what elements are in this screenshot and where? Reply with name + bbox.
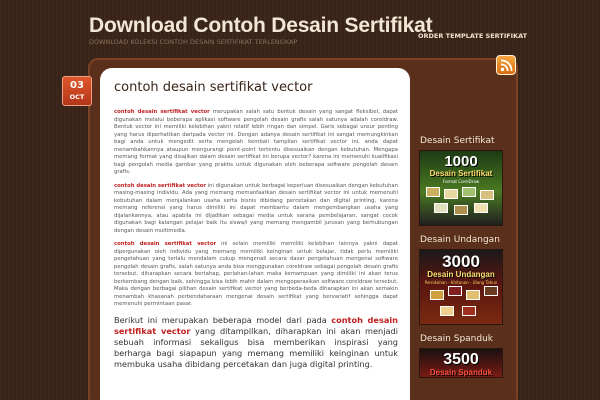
- widget-desain-sertifikat: [418, 133, 504, 226]
- keyword-link[interactable]: contoh desain sertifikat vector: [114, 314, 398, 336]
- rss-icon[interactable]: [496, 55, 516, 75]
- thumbnail: [430, 290, 444, 300]
- keyword-link[interactable]: contoh desain sertifikat vector: [114, 241, 217, 247]
- post-paragraph-2: contoh desain sertifikat vector ini digunakan untuk berbagai keperluan disesuaikan dengan kebutuhan masing-masing individu. Ada yang memang memanfaatkan desain sertifikat vector ini untuk memenuhi kebutuhan dalam menjalankan usaha serta bisnis dibidang percetakan dan digital printing, karena memang referensi yang harus dimiliki ini dapat membantu dalam mengembangkan usaha yang dijalankannya, atau apabila ini dijadikan sebagai media untuk sarana pembelajaran, sangat cocok digunakan bagi kalangan pelajar baik itu siswa/i yang memang mengambil jurusan yang berhubungan dengan desain multimedia.: [114, 182, 398, 234]
- banner-desain-sertifikat[interactable]: [419, 150, 503, 226]
- post-content: [100, 68, 410, 400]
- widget-title: Desain Spanduk: [420, 334, 494, 344]
- banner-note: Format CorelDraw: [442, 179, 480, 184]
- thumbnail: [444, 189, 458, 199]
- thumbnail: [474, 203, 488, 213]
- date-month: OCT: [69, 93, 85, 101]
- date-badge: [62, 76, 92, 106]
- thumbnail: [462, 306, 476, 316]
- widget-desain-spanduk: [418, 331, 504, 378]
- site-description: DOWNLOAD KOLEKSI CONTOH DESAIN SERTIFIKAT TERLENGKAP: [89, 38, 298, 46]
- site-title[interactable]: Download Contoh Desain Sertifikat: [89, 14, 433, 37]
- banner-desain-spanduk[interactable]: [419, 348, 503, 378]
- post-paragraph-3: contoh desain sertifikat vector ini selain memiliki memiliki kelebihan lainnya yakni dapat dipergunakan oleh individu yang memang memiliki keinginan untuk belajar, tidak perlu memiliki pengetahuan yang terlalu mendalam cukup mengenali secara dasar pengetahuan mengenai software pengolah desain grafis, salah satunya anda bisa menggunakan coreldraw sebagai pengolah desain grafis tersebut, diharapkan secara bertahap, perlahan-lahan maka kemampuan yang dimiliki ini akan terus berkembang dengan baik, sehingga bisa lebih mahir dalam mengoperasikan software coreldraw tersebut. Maka dengan berbagai pilihan desain sertifikat vector yang berbeda-beda diharapkan ini akan semakin menambah khasanah perbendaharaan mengenai desain sertifikat yang bervariatif sehingga dapat memenuhi permintaan pasar.: [114, 241, 398, 307]
- thumbnail: [426, 187, 440, 197]
- date-day: 03: [70, 80, 84, 91]
- banner-number: 3000: [442, 252, 480, 271]
- banner-caption: Desain Sertifikat: [429, 169, 493, 178]
- banner-caption: Desain Undangan: [427, 270, 495, 279]
- widget-title: Desain Sertifikat: [420, 136, 495, 146]
- banner-note: Pernikahan - Khitanan - Ulang Tahun: [424, 280, 498, 285]
- banner-desain-undangan[interactable]: [419, 249, 503, 325]
- thumbnail: [440, 306, 454, 316]
- banner-thumbnails: [426, 286, 498, 320]
- keyword-link[interactable]: contoh desain sertifikat vector: [114, 182, 206, 189]
- thumbnail: [480, 190, 494, 200]
- rss-glyph-icon: [500, 59, 513, 72]
- keyword-link[interactable]: contoh desain sertifikat vector: [114, 109, 210, 115]
- thumbnail: [448, 286, 462, 296]
- banner-caption: Desain Spanduk: [429, 368, 493, 377]
- site-header: [0, 0, 600, 56]
- nav-order-template[interactable]: ORDER TEMPLATE SERTIFIKAT: [418, 32, 528, 40]
- post-title[interactable]: contoh desain sertifikat vector: [114, 80, 313, 95]
- sidebar: [418, 133, 504, 384]
- thumbnail: [484, 286, 498, 296]
- widget-desain-undangan: [418, 232, 504, 325]
- banner-thumbnails: [426, 187, 498, 221]
- banner-number: 3500: [443, 351, 479, 368]
- thumbnail: [462, 187, 476, 197]
- post-paragraph-4: Berikut ini merupakan beberapa model dari pada contoh desain sertifikat vector yang ditampilkan, diharapkan ini akan menjadi sebuah informasi sekaligus bisa memberikan inspirasi yang berharga bagi siapapun yang memang memiliki keinginan untuk membuka usaha dibidang percetakan dan juga digital printing.: [114, 314, 399, 369]
- post-paragraph-1: contoh desain sertifikat vector merupakan salah satu bentuk desain yang sangat fleksibel, dapat digunakan melalui beberapa aplikasi software pengolah desain grafis salah satunya adalah coreldraw. Bentuk vector ini memiliki kelebihan yakni relatif lebih ringan dan simpel. Garis sebagai unsur penting yang harus diperhatikan daripada vector ini. Dengan adanya desain sertifikat ini sangat memungkinkan bagi anda untuk mengedit serta mengolah kembali tampilan sertifikat vector ini, anda dapat menambahkannya ataupun mengurangi point-point tertentu disesuaikan dengan kebutuhan. Mengapa memang format yang disajikan dalam desain sertifikat ini berupa vector? karena ini memenuhi kualifikasi bagi pengolah media gambar yang praktis untuk digunakan oleh beberapa software pengolah desain grafis.: [114, 109, 398, 175]
- thumbnail: [466, 290, 480, 300]
- thumbnail: [434, 203, 448, 213]
- banner-number: 1000: [444, 153, 478, 170]
- thumbnail: [454, 205, 468, 215]
- widget-title: Desain Undangan: [420, 235, 500, 245]
